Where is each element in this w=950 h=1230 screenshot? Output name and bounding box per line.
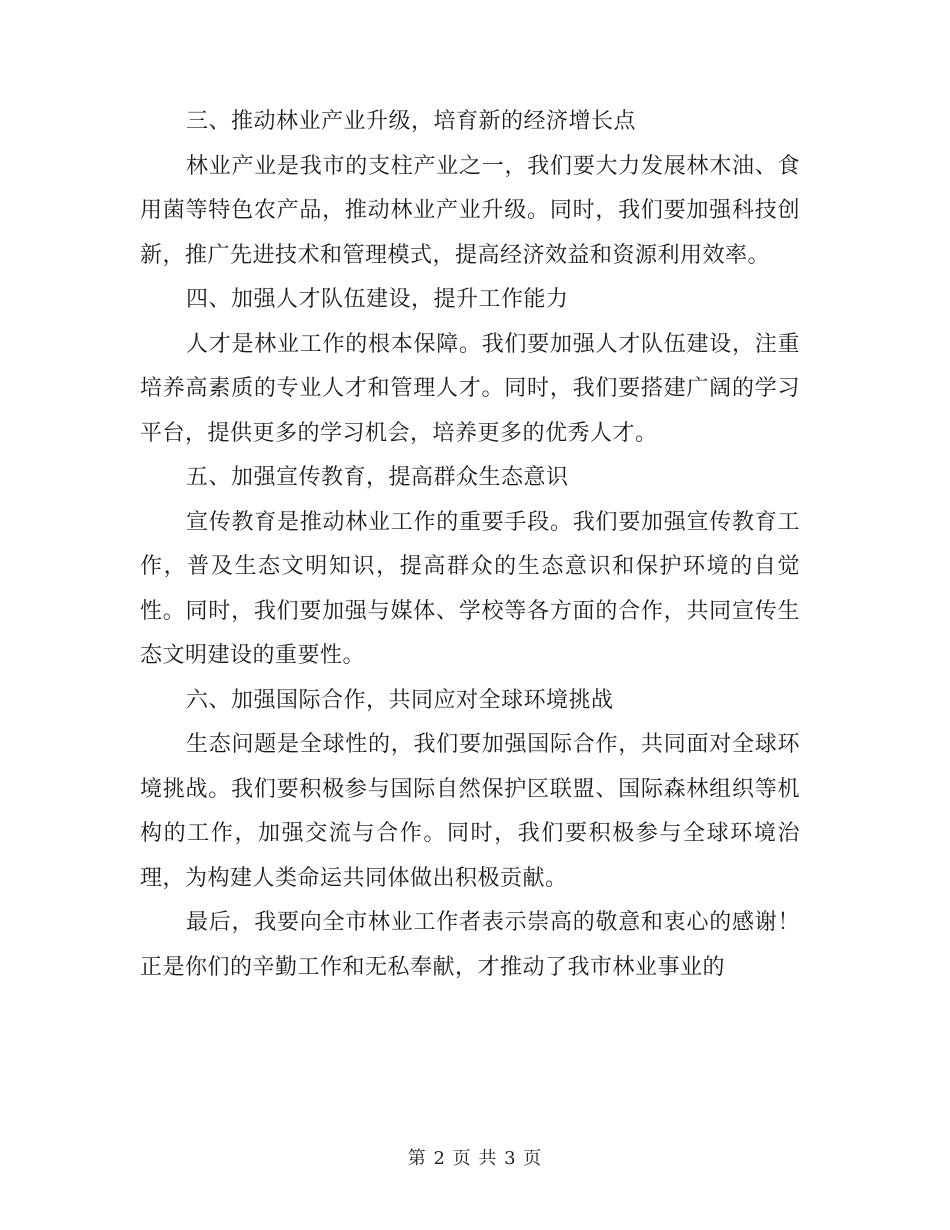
closing-paragraph: 最后，我要向全市林业工作者表示崇高的敬意和衷心的感谢！正是你们的辛勤工作和无私奉献，才推动了我市林业事业的: [140, 910, 800, 980]
section-heading-6: 六、加强国际合作，共同应对全球环境挑战: [186, 687, 614, 713]
body-paragraph: 生态问题是全球性的，我们要加强国际合作，共同面对全球环境挑战。我们要积极参与国际自然保护区联盟、国际森林组织等机构的工作，加强交流与合作。同时，我们要积极参与全球环境治理，为构建人类命运共同体做出积极贡献。: [140, 732, 800, 891]
section-heading-3: 三、推动林业产业升级，培育新的经济增长点: [186, 109, 637, 134]
section-heading-5: 五、加强宣传教育，提高群众生态意识: [186, 465, 569, 490]
page-number-footer: 第 2 页 共 3 页: [407, 1148, 543, 1169]
body-paragraph: 宣传教育是推动林业工作的重要手段。我们要加强宣传教育工作，普及生态文明知识，提高群众的生态意识和保护环境的自觉性。同时，我们要加强与媒体、学校等各方面的合作，共同宣传生态文明建设的重要性。: [140, 509, 800, 668]
section-heading-4: 四、加强人才队伍建设，提升工作能力: [186, 287, 569, 312]
body-paragraph: 人才是林业工作的根本保障。我们要加强人才队伍建设，注重培养高素质的专业人才和管理人才。同时，我们要搭建广阔的学习平台，提供更多的学习机会，培养更多的优秀人才。: [140, 331, 800, 446]
document-body: [140, 100, 800, 990]
body-paragraph: 林业产业是我市的支柱产业之一，我们要大力发展林木油、食用菌等特色农产品，推动林业产业升级。同时，我们要加强科技创新，推广先进技术和管理模式，提高经济效益和资源利用效率。: [140, 153, 800, 268]
